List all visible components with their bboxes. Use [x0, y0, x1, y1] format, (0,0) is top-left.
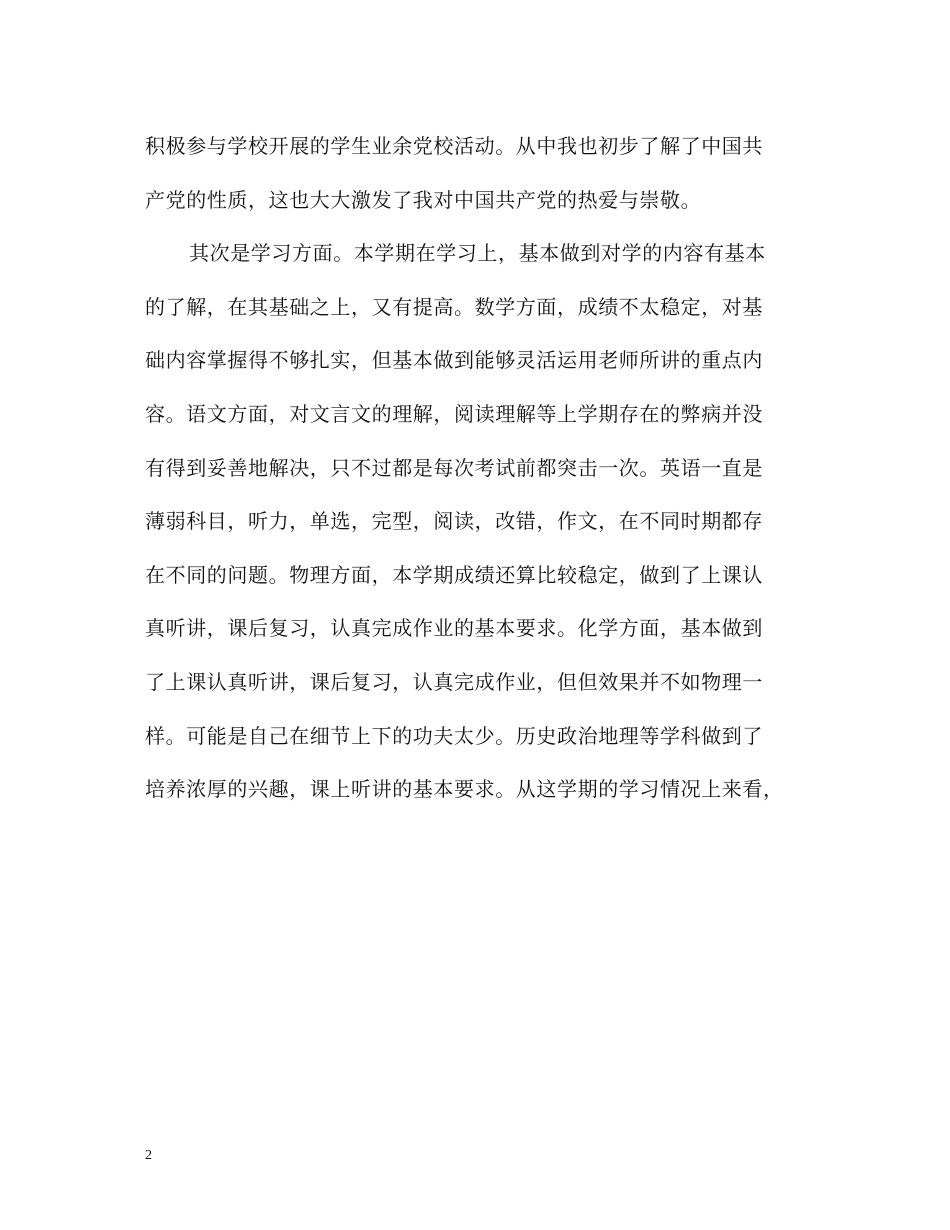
text-line: 薄弱科目，听力，单选，完型，阅读，改错，作文，在不同时期都存: [145, 509, 763, 534]
text-line: 样。可能是自己在细节上下的功夫太少。历史政治地理等学科做到了: [145, 723, 763, 748]
text-line: 培养浓厚的兴趣，课上听讲的基本要求。从这学期的学习情况上来看，: [145, 777, 784, 802]
text-line: 在不同的问题。物理方面，本学期成绩还算比较稳定，做到了上课认: [145, 562, 763, 587]
text-line: 积极参与学校开展的学生业余党校活动。从中我也初步了解了中国共: [145, 134, 763, 158]
text-line: 的了解，在其基础之上，又有提高。数学方面，成绩不太稳定，对基: [145, 294, 763, 319]
body-text: [145, 120, 815, 817]
text-line: 了上课认真听讲，课后复习，认真完成作业，但但效果并不如物理一: [145, 669, 763, 694]
page-number: 2: [145, 1148, 152, 1163]
text-line: 础内容掌握得不够扎实，但基本做到能够灵活运用老师所讲的重点内: [145, 348, 763, 373]
text-line: 有得到妥善地解决，只不过都是每次考试前都突击一次。英语一直是: [145, 455, 763, 480]
text-line: 产党的性质，这也大大激发了我对中国共产党的热爱与崇敬。: [145, 187, 702, 212]
paragraph-start-line: 其次是学习方面。本学期在学习上，基本做到对学的内容有基本: [189, 241, 766, 266]
text-line: 真听讲，课后复习，认真完成作业的基本要求。化学方面，基本做到: [145, 616, 763, 641]
text-line: 容。语文方面，对文言文的理解，阅读理解等上学期存在的弊病并没: [145, 401, 763, 426]
